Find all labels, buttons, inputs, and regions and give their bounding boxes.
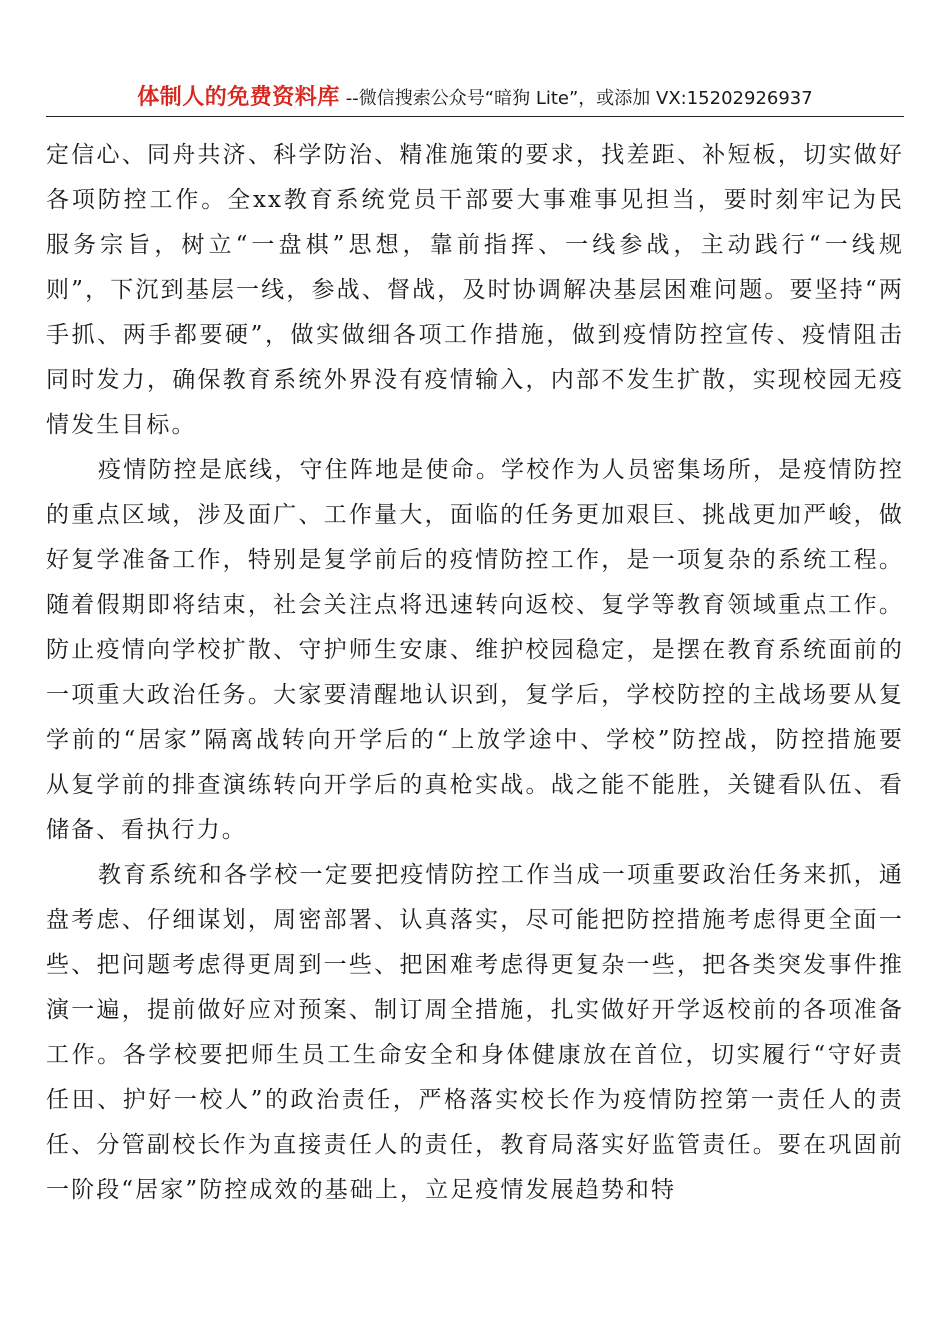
page-header xyxy=(46,80,904,114)
document-body xyxy=(46,133,904,1213)
paragraph-1: 定信心、同舟共济、科学防治、精准施策的要求，找差距、补短板，切实做好各项防控工作。全xx教育系统党员干部要大事难事见担当，要时刻牢记为民服务宗旨，树立“一盘棋”思想，靠前指挥、一线参战，主动践行“一线规则”，下沉到基层一线，参战、督战，及时协调解决基层困难问题。要坚持“两手抓、两手都要硬”，做实做细各项工作措施，做到疫情防控宣传、疫情阻击同时发力，确保教育系统外界没有疫情输入，内部不发生扩散，实现校园无疫情发生目标。 xyxy=(46,142,904,438)
header-brand: 体制人的免费资料库 xyxy=(137,85,340,110)
paragraph-2: 疫情防控是底线，守住阵地是使命。学校作为人员密集场所，是疫情防控的重点区域，涉及面广、工作量大，面临的任务更加艰巨、挑战更加严峻，做好复学准备工作，特别是复学前后的疫情防控工作，是一项复杂的系统工程。随着假期即将结束，社会关注点将迅速转向返校、复学等教育领域重点工作。防止疫情向学校扩散、守护师生安康、维护校园稳定，是摆在教育系统面前的一项重大政治任务。大家要清醒地认识到，复学后，学校防控的主战场要从复学前的“居家”隔离战转向开学后的“上放学途中、学校”防控战，防控措施要从复学前的排查演练转向开学后的真枪实战。战之能不能胜，关键看队伍、看储备、看执行力。 xyxy=(46,457,904,843)
header-divider xyxy=(46,116,904,117)
paragraph-3: 教育系统和各学校一定要把疫情防控工作当成一项重要政治任务来抓，通盘考虑、仔细谋划，周密部署、认真落实，尽可能把防控措施考虑得更全面一些、把问题考虑得更周到一些、把困难考虑得更复杂一些，把各类突发事件推演一遍，提前做好应对预案、制订周全措施，扎实做好开学返校前的各项准备工作。各学校要把师生员工生命安全和身体健康放在首位，切实履行“守好责任田、护好一校人”的政治责任，严格落实校长作为疫情防控第一责任人的责任、分管副校长作为直接责任人的责任，教育局落实好监管责任。要在巩固前一阶段“居家”防控成效的基础上，立足疫情发展趋势和特 xyxy=(46,862,904,1203)
header-contact-text: --微信搜索公众号“暗狗 Lite”，或添加 VX:15202926937 xyxy=(345,88,813,109)
